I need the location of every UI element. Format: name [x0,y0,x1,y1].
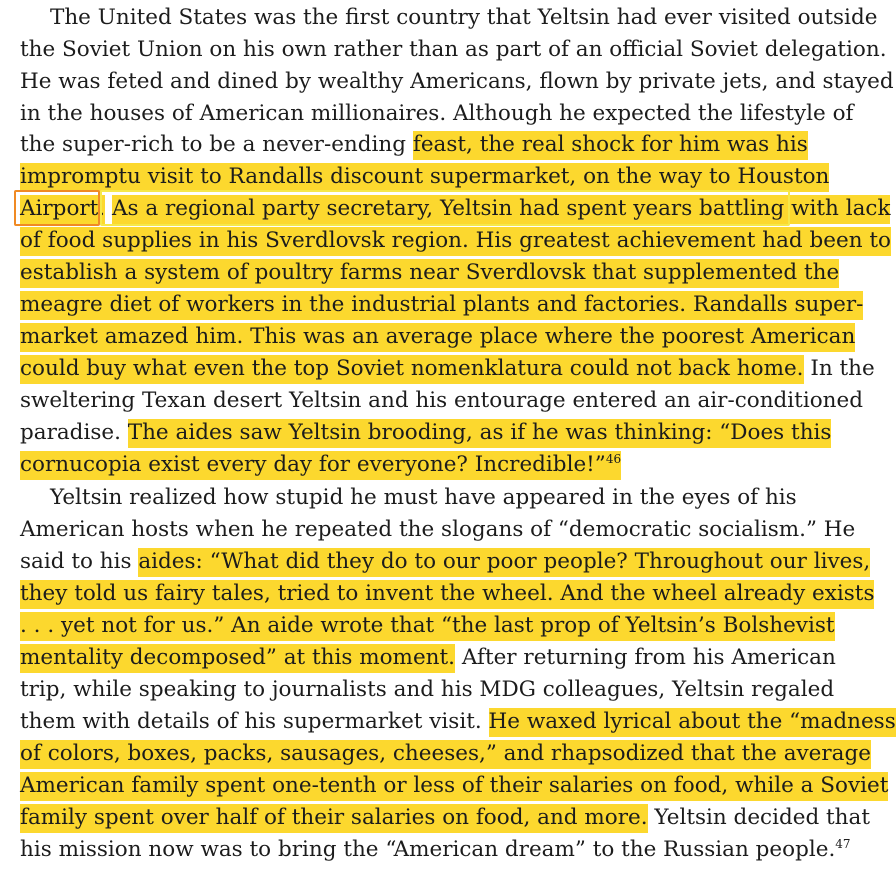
text-line [20,674,835,706]
text-line [20,642,836,674]
text: In the [803,356,875,381]
text-line [20,353,875,385]
text: American hosts when he repeated the slogans of “democratic socialism.” He [20,517,856,542]
highlighted-text[interactable]: American family spent one-tenth or less of their salaries on food, while a Soviet [20,772,888,801]
text: After returning from his American [455,645,836,670]
text: The United States was the first country that Yeltsin had ever visited outside [50,5,878,30]
highlighted-text[interactable]: of colors, boxes, packs, sausages, cheeses,” and rhapsodized that the average [20,740,871,769]
text-line [20,802,870,834]
text: Yeltsin decided that [647,805,870,830]
text-line [20,770,889,802]
text-line [50,2,878,34]
footnote-marker[interactable]: 46 [605,451,622,466]
text-line [20,225,891,257]
text-line [20,321,856,353]
text-line [20,417,832,449]
text-line [20,385,863,417]
text-line [20,546,871,578]
text-line [20,449,776,481]
text-line [20,706,896,738]
highlighted-text[interactable]: Airport. [20,195,105,224]
text: the Soviet Union on his own rather than as part of an official Soviet delegation. [20,37,887,62]
highlighted-text[interactable]: meagre diet of workers in the industrial plants and factories. Randalls super- [20,291,863,320]
text-line [20,610,835,642]
highlighted-text[interactable] [20,451,621,480]
text: them with details of his supermarket visit. [20,709,489,734]
text: sweltering Texan desert Yeltsin and his entourage entered an air-conditioned [20,388,863,413]
text-line [20,129,808,161]
text: said to his [20,549,139,574]
highlighted-text[interactable]: family spent over half of their salaries on food, and more. [20,804,648,833]
text-line [20,834,851,866]
highlighted-text[interactable]: feast, the real shock for him was his [413,131,808,160]
text: trip, while speaking to journalists and his MDG colleagues, Yeltsin regaled [20,677,835,702]
highlighted-text[interactable]: market amazed him. This was an average place where the poorest American [20,323,855,352]
highlighted-text[interactable]: mentality decomposed” at this moment. [20,644,455,673]
selection-box-line[interactable] [100,190,790,226]
text: in the houses of American millionaires. Although he expected the lifestyle of [20,101,854,126]
text-line [20,289,864,321]
text-line [20,161,830,193]
text: He was feted and dined by wealthy Americans, flown by private jets, and stayed [20,69,894,94]
highlighted-text[interactable]: could buy what even the top Soviet nomenklatura could not back home. [20,355,804,384]
text: paradise. [20,420,128,445]
text: cornucopia exist every day for everyone? Incredible!” [20,452,606,477]
text-line [50,482,797,514]
highlighted-text[interactable]: impromptu visit to Randalls discount supermarket, on the way to Houston [20,163,829,192]
text: his mission now was to bring the “American dream” to the Russian people. [20,837,836,862]
selection-box-airport[interactable] [14,190,100,226]
highlighted-text[interactable]: He waxed lyrical about the “madness [489,708,896,737]
highlighted-text[interactable]: As a regional party secretary, Yeltsin had spent years battling with lack [112,195,891,224]
text-line [20,34,887,66]
highlighted-text[interactable]: establish a system of poultry farms near Sverdlovsk that supplemented the [20,259,839,288]
text-line [20,514,856,546]
text-line [20,738,871,770]
footnote-marker[interactable]: 47 [835,836,851,851]
text: the super-rich to be a never-ending [20,132,413,157]
text-line [20,578,875,610]
text: Yeltsin realized how stupid he must have appeared in the eyes of his [50,485,797,510]
text-line [20,66,894,98]
highlighted-text[interactable]: The aides saw Yeltsin brooding, as if he was thinking: “Does this [128,419,832,448]
highlighted-text[interactable]: they told us fairy tales, tried to invent the wheel. And the wheel already exists [20,580,874,609]
highlighted-text[interactable]: aides: “What did they do to our poor people? Throughout our lives, [138,548,870,577]
highlighted-text[interactable]: of food supplies in his Sverdlovsk region. His greatest achievement had been to [20,227,891,256]
text-line [20,98,854,130]
highlighted-text[interactable]: . . . yet not for us.” An aide wrote that “the last prop of Yeltsin’s Bolshevist [20,612,835,641]
text-line [20,257,840,289]
